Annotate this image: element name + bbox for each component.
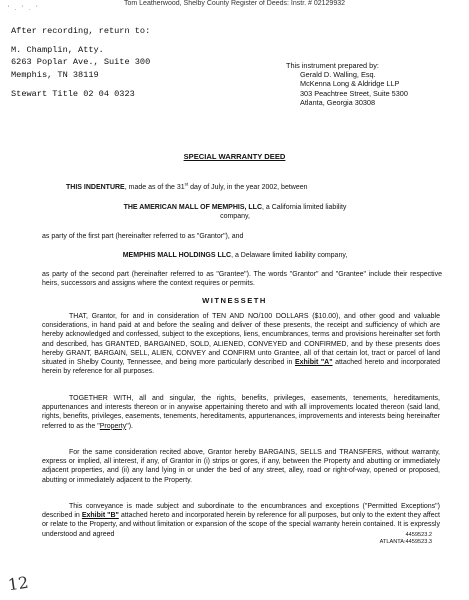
witnesseth-heading: WITNESSETH [202,296,267,305]
doc-id-2: ATLANTA:4459523.3 [379,539,432,545]
return-label: After recording, return to: [11,26,151,36]
return-address-block [11,25,150,101]
register-stamp: Tom Leatherwood, Shelby County Register of Deeds: Instr. # 02129932 [123,0,346,7]
preparer-name: Gerald D. Walling, Esq. [300,70,376,80]
return-name: M. Champlin, Atty. [11,44,104,55]
scan-specks: ' . ' . ' [8,6,40,12]
preparer-street: 303 Peachtree Street, Suite 5300 [300,88,408,98]
preparer-city: Atlanta, Georgia 30308 [300,97,376,107]
grantor-party: THE AMERICAN MALL OF MEMPHIS, LLC, a California limited liability company, [123,204,347,221]
prepared-by-block [286,61,408,107]
permitted-exceptions-para: This conveyance is made subject and subordinate to the encumbrances and exceptions ("Permitted Exceptions") described in Exhibit "B" attached hereto and incorporated herein by reference for all purposes, but only to the extent they affect or relate to the Property, and without limitation or expansion of the scope of the special warranty herein contained. It is expressly understood and agreed [42,503,440,538]
consideration-para: THAT, Grantor, for and in consideration of TEN AND NO/100 DOLLARS ($10.00), and other good and valuable considerations, in hand paid at and before the sealing and deliver of these presents, the receipt and sufficiency of which are hereby acknowledged and confessed, subject to the exceptions, liens, encumbrances, terms and provisions hereinafter set forth and described, has GRANTED, BARGAINED, SOLD, ALIENED, CONVEYED and CONFIRMED, and by these presents does hereby GRANT, BARGAIN, SELL, ALIEN, CONVEY and CONFIRM unto Grantee, all of that certain lot, tract or parcel of land situated in Shelby County, Tennessee, and being more particularly described in Exhibit "A" attached hereto and incorporated herein by reference for all purposes. [42,313,440,376]
doc-id-1: 4459523.2 [405,532,432,538]
first-part-line: as party of the first part (hereinafter referred to as "Grantor"), and [42,233,244,240]
preparer-firm: McKenna Long & Aldridge LLP [300,79,400,89]
together-with-para: TOGETHER WITH, all and singular, the rights, benefits, privileges, easements, tenements, hereditaments, appurtenances and interests thereon or in anywise appertaining thereto and with all improvements located thereon (said land, rights, benefits, privileges, easements, tenements, hereditaments, appurtenances, improvements and interests being hereinafter referred to as the "Property"). [42,395,440,430]
deed-title: SPECIAL WARRANTY DEED [183,152,286,161]
return-street: 6263 Poplar Ave., Suite 300 [11,57,151,67]
handwritten-page-mark: 12 [6,572,30,595]
indenture-line: THIS INDENTURE, made as of the 31st day of July, in the year 2002, between [66,181,308,191]
grantee-name: MEMPHIS MALL HOLDINGS LLC [122,252,232,259]
title-company-ref: Stewart Title 02 04 0323 [11,89,135,99]
prepared-by-label: This instrument prepared by: [286,61,379,70]
exhibit-a-ref: Exhibit "A" [294,359,333,367]
grantor-name: THE AMERICAN MALL OF MEMPHIS, LLC [123,204,263,211]
exhibit-b-ref: Exhibit "B" [81,512,119,520]
return-city: Memphis, TN 38119 [11,69,99,80]
grantee-party: MEMPHIS MALL HOLDINGS LLC, a Delaware limited liability company, [122,252,348,259]
indenture-label: THIS INDENTURE [66,184,125,191]
strips-gores-para: For the same consideration recited above, Grantor hereby BARGAINS, SELLS and TRANSFERS, without warranty, express or implied, all interest, if any, of Grantor in (i) strips or gores, if any, between the Property and abutting or immediately adjacent properties, and (ii) any land lying in or under the bed of any street, alley, road or right-of-way, opened or proposed, abutting or immediately adjacent to the Property. [42,449,440,484]
property-defined-term: Property [99,422,127,430]
second-part-para: as party of the second part (hereinafter referred to as "Grantee"). The words "Grantor" and "Grantee" include their respective heirs, successors and assigns where the context requires or permits. [42,271,442,288]
